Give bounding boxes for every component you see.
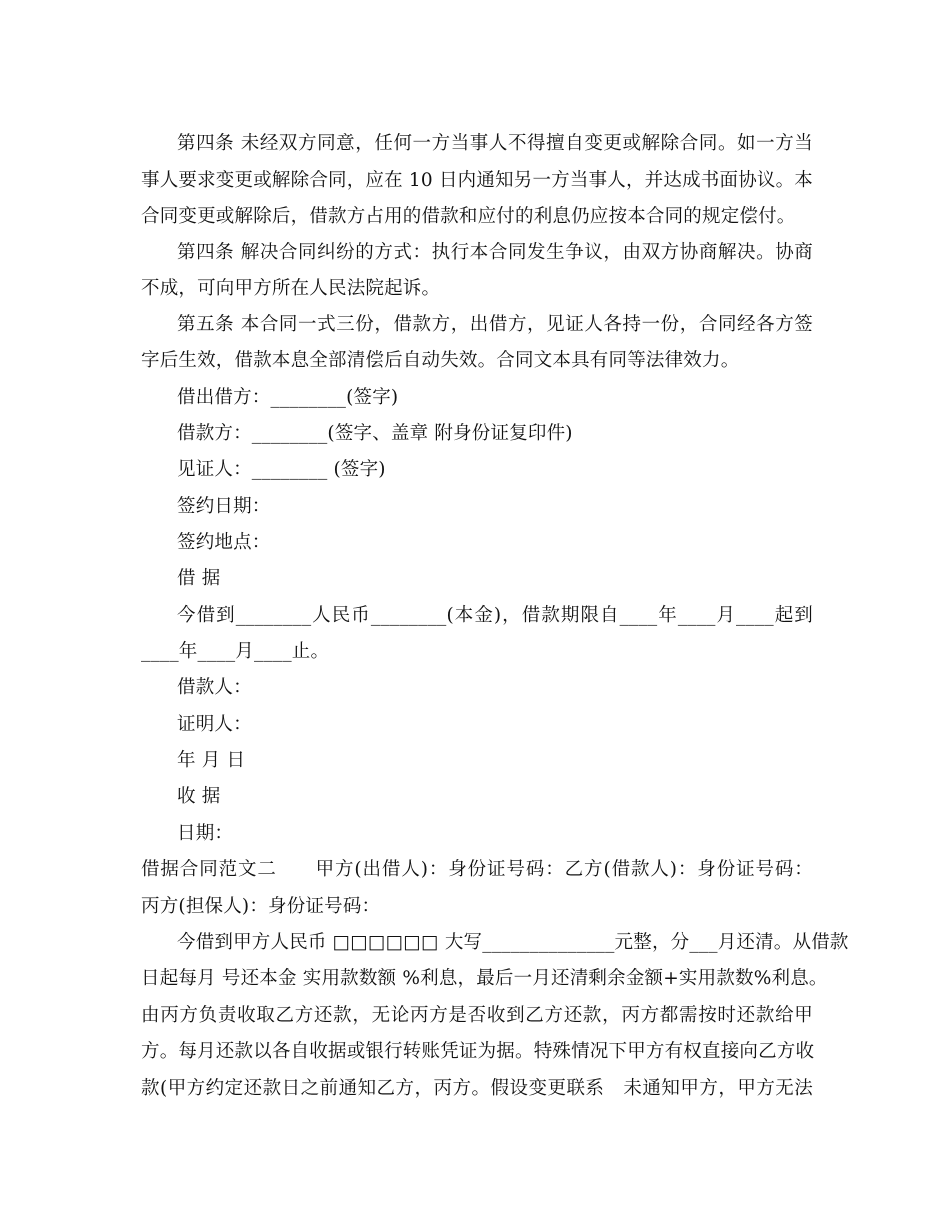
certifier-line: 证明人：	[177, 714, 252, 735]
sample-two-parties-line-1: 借据合同范文二 甲方(出借人)：身份证号码：乙方(借款人)：身份证号码：	[141, 859, 813, 880]
sample-two-body-line-5: 款(甲方约定还款日之前通知乙方，丙方。假设变更联系 未通知甲方，甲方无法	[141, 1078, 813, 1099]
date-ymd-line: 年 月 日	[177, 750, 246, 771]
iou-body-line-2: ____年____月____止。	[141, 641, 330, 662]
article-4-line-3: 合同变更或解除后，借款方占用的借款和应付的利息仍应按本合同的规定偿付。	[141, 206, 796, 227]
receipt-date-line: 日期：	[177, 823, 234, 844]
article-4-line-1: 第四条 未经双方同意，任何一方当事人不得擅自变更或解除合同。如一方当	[177, 133, 813, 154]
iou-body-line-1: 今借到________人民币________(本金)，借款期限自____年____月____起到	[177, 605, 813, 626]
receipt-heading: 收 据	[177, 786, 221, 807]
signing-date-line: 签约日期：	[177, 496, 271, 517]
borrower-line: 借款人：	[177, 677, 252, 698]
witness-signature-line: 见证人：________ (签字)	[177, 459, 386, 480]
article-5-line-1: 第五条 本合同一式三份，借款方，出借方，见证人各持一份，合同经各方签	[177, 314, 813, 335]
iou-heading: 借 据	[177, 568, 221, 589]
sample-two-parties-line-2: 丙方(担保人)：身份证号码：	[141, 896, 381, 917]
article-4b-line-2: 不成，可向甲方所在人民法院起诉。	[141, 278, 441, 299]
sample-two-body-line-3: 由丙方负责收取乙方还款，无论丙方是否收到乙方还款，丙方都需按时还款给甲	[141, 1005, 813, 1026]
borrower-signature-line: 借款方：________(签字、盖章 附身份证复印件)	[177, 423, 573, 444]
signing-place-line: 签约地点：	[177, 532, 271, 553]
sample-two-body-line-4: 方。每月还款以各自收据或银行转账凭证为据。特殊情况下甲方有权直接向乙方收	[141, 1041, 815, 1062]
sample-two-body-line-1: 今借到甲方人民币 □□□□□□ 大写______________元整，分___月还清。从借款	[177, 932, 849, 953]
article-4-line-2: 事人要求变更或解除合同，应在 10 日内通知另一方当事人，并达成书面协议。本	[141, 170, 813, 191]
lender-signature-line: 借出借方：________(签字)	[177, 387, 399, 408]
article-5-line-2: 字后生效，借款本息全部清偿后自动失效。合同文本具有同等法律效力。	[141, 350, 740, 371]
article-4b-line-1: 第四条 解决合同纠纷的方式：执行本合同发生争议，由双方协商解决。协商	[177, 242, 813, 263]
sample-two-body-line-2: 日起每月 号还本金 实用款数额 %利息，最后一月还清剩余金额+实用款数%利息。	[141, 968, 828, 989]
